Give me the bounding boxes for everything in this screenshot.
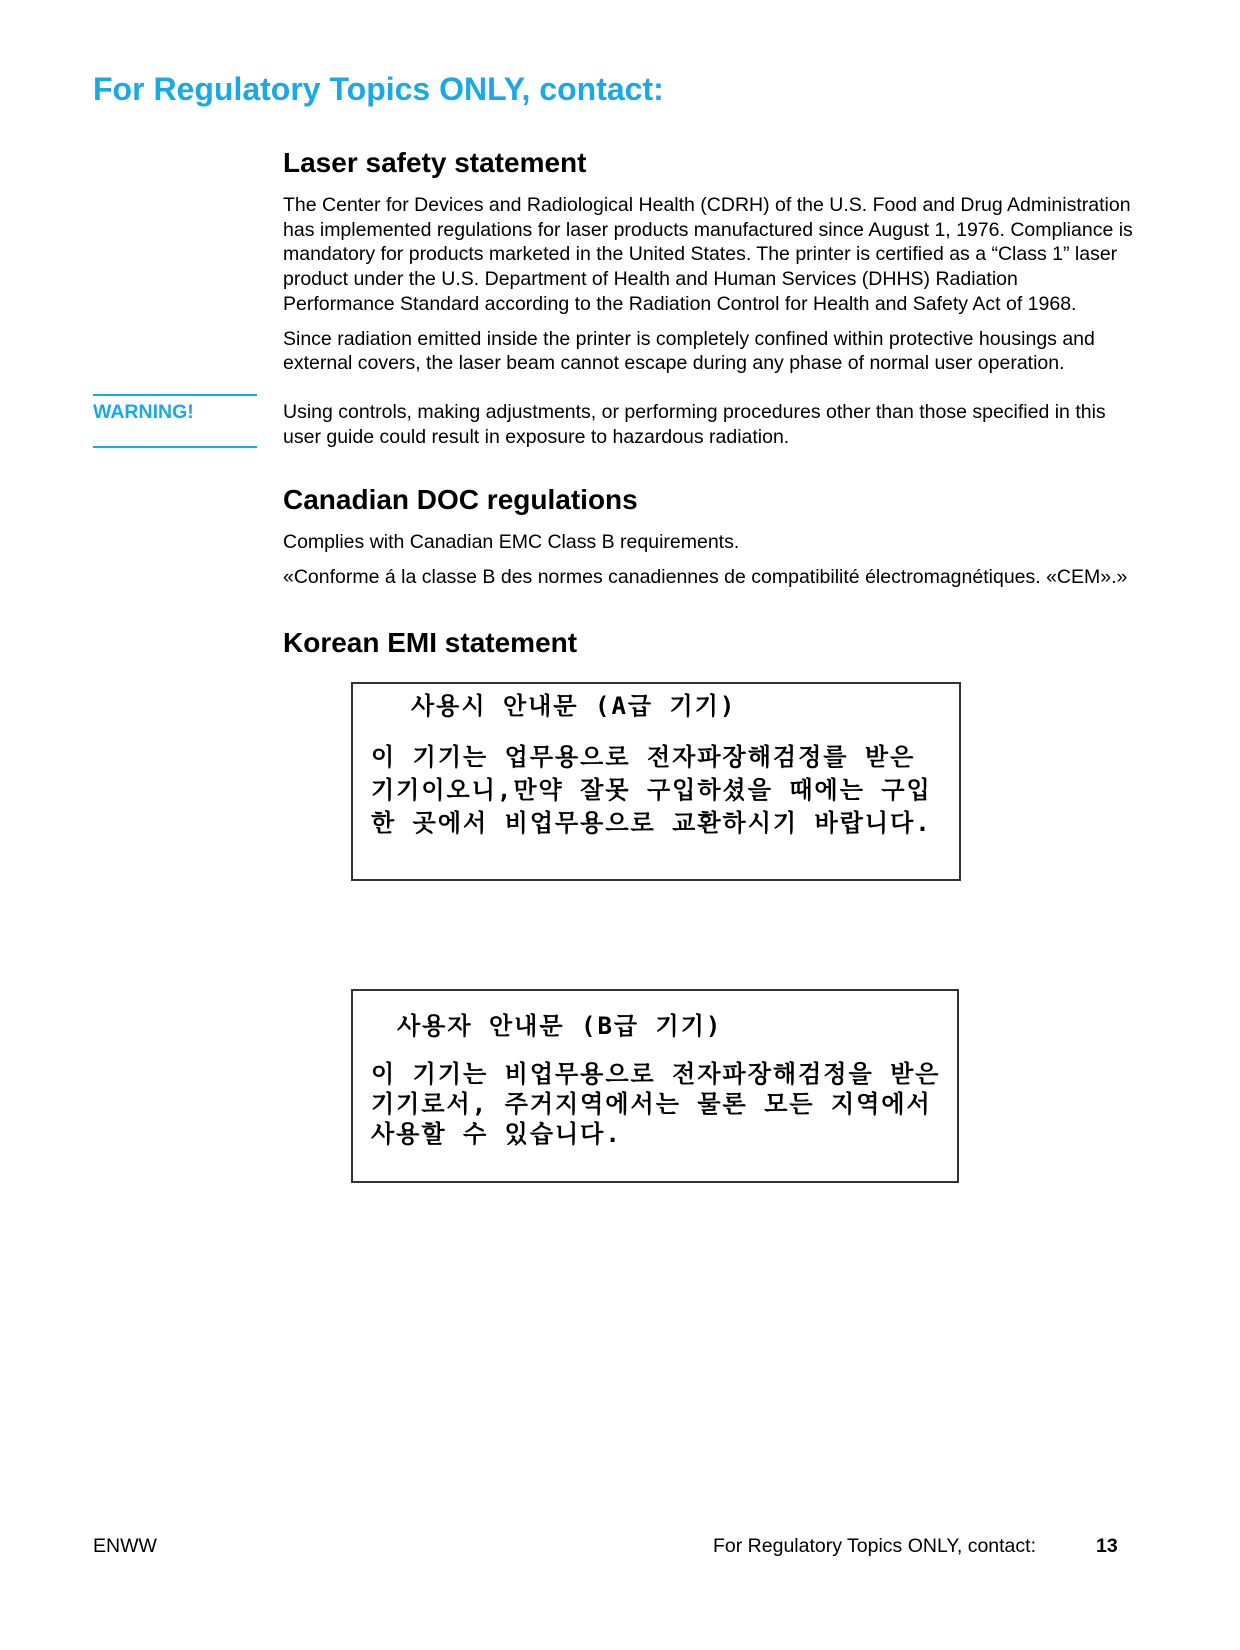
- korean-class-b-notice: [351, 989, 959, 1183]
- canadian-paragraph-2: «Conforme á la classe B des normes canadiennes de compatibilité électromagnétiques. «CEM».»: [283, 566, 1128, 589]
- class-b-line: 이 기기는 비업무용으로 전자파장해검정을 받은: [371, 1059, 941, 1088]
- footer-section: For Regulatory Topics ONLY, contact:: [713, 1535, 1036, 1557]
- canadian-section: [283, 483, 1133, 589]
- laser-section: [283, 146, 1133, 376]
- warning-row: [93, 394, 1133, 449]
- canadian-title: Canadian DOC regulations: [283, 484, 638, 516]
- canadian-paragraph-1: Complies with Canadian EMC Class B requirements.: [283, 531, 740, 554]
- korean-title: Korean EMI statement: [283, 626, 578, 658]
- laser-title: Laser safety statement: [283, 147, 587, 178]
- page-number: 13: [1096, 1535, 1118, 1557]
- laser-paragraph-2: Since radiation emitted inside the printer is completely confined within protective housings and external covers, the laser beam cannot escape during any phase of normal user operation.: [283, 327, 1095, 375]
- class-b-title: 사용자 안내문 (B급 기기): [397, 1011, 723, 1040]
- class-b-line: 사용할 수 있습니다.: [371, 1119, 622, 1148]
- class-a-line: 이 기기는 업무용으로 전자파장해검정를 받은: [371, 742, 916, 771]
- class-a-line: 한 곳에서 비업무용으로 교환하시기 바랍니다.: [371, 808, 932, 837]
- class-a-line: 기기이오니,만약 잘못 구입하셨을 때에는 구입: [371, 775, 932, 804]
- class-b-line: 기기로서, 주거지역에서는 물론 모든 지역에서: [371, 1089, 932, 1118]
- class-a-title: 사용시 안내문 (A급 기기): [411, 691, 737, 720]
- footer-left: ENWW: [93, 1535, 157, 1557]
- page-heading: For Regulatory Topics ONLY, contact:: [93, 71, 664, 107]
- page-content: [93, 70, 1133, 1183]
- warning-label: WARNING!: [93, 394, 257, 448]
- warning-text: Using controls, making adjustments, or performing procedures other than those specified in this user guide could result in exposure to hazardous radiation.: [283, 400, 1106, 448]
- laser-paragraph-1: The Center for Devices and Radiological Health (CDRH) of the U.S. Food and Drug Administration has implemented regulations for laser products manufactured since August 1, 1976. Compliance is mandatory for products marketed in the United States. The printer is certified as a “Class 1” laser product under the U.S. Department of Health and Human Services (DHHS) Radiation Performance Standard according to the Radiation Control for Health and Safety Act of 1968.: [283, 194, 1133, 315]
- korean-class-a-notice: [351, 682, 961, 881]
